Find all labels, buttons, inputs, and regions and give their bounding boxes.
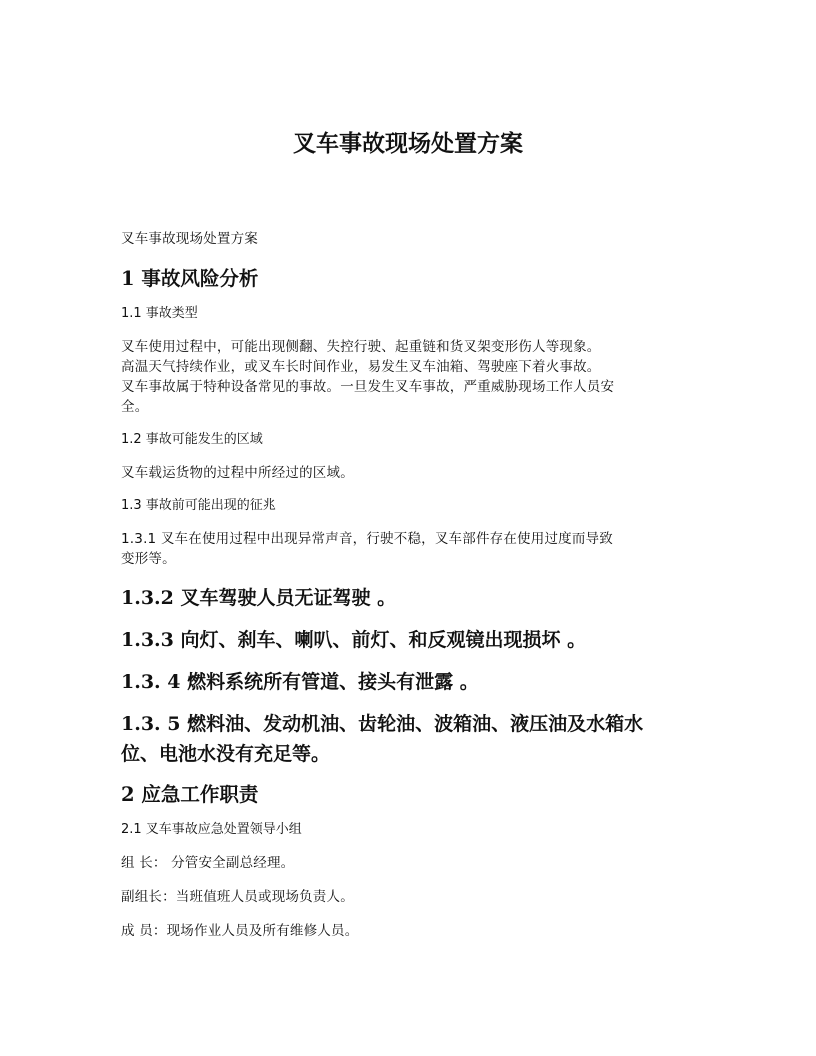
heading-line: 1.3. 5 燃料油、发动机油、齿轮油、波箱油、液压油及水箱水 <box>121 713 644 735</box>
subsection-1-1-paragraph <box>121 337 706 417</box>
paragraph-line: 全。 <box>121 399 149 415</box>
paragraph-line: 高温天气持续作业，或叉车长时间作业，易发生叉车油箱、驾驶座下着火事故。 <box>121 359 601 375</box>
section-2-heading: 2 应急工作职责 <box>121 783 259 806</box>
paragraph-line: 变形等。 <box>121 551 176 567</box>
paragraph-line: 叉车使用过程中，可能出现侧翻、失控行驶、起重链和货叉架变形伤人等现象。 <box>121 339 601 355</box>
intro-text: 叉车事故现场处置方案 <box>121 231 258 247</box>
paragraph-line: 1.3.1 叉车在使用过程中出现异常声音，行驶不稳，叉车部件存在使用过度而导致 <box>121 531 613 547</box>
subsection-1-2-text: 叉车载运货物的过程中所经过的区域。 <box>121 465 354 481</box>
subsection-1-1-heading: 1.1 事故类型 <box>121 306 198 321</box>
section-1-heading: 1 事故风险分析 <box>121 267 259 290</box>
item-1-3-1 <box>121 529 706 569</box>
paragraph-line: 叉车事故属于特种设备常见的事故。一旦发生叉车事故，严重威胁现场工作人员安 <box>121 379 615 395</box>
subsection-1-3-heading: 1.3 事故前可能出现的征兆 <box>121 498 276 513</box>
item-1-3-2: 1.3.2 叉车驾驶人员无证驾驶 。 <box>121 587 397 609</box>
item-1-3-5 <box>121 709 706 769</box>
subsection-2-1-heading: 2.1 叉车事故应急处置领导小组 <box>121 822 302 837</box>
leader-text: 组 长： 分管安全副总经理。 <box>121 855 295 871</box>
item-1-3-3: 1.3.3 向灯、刹车、喇叭、前灯、和反观镜出现损坏 。 <box>121 629 587 651</box>
item-1-3-4: 1.3. 4 燃料系统所有管道、接头有泄露 。 <box>121 671 479 693</box>
heading-line: 位、电池水没有充足等。 <box>121 743 331 765</box>
members-text: 成 员：现场作业人员及所有维修人员。 <box>121 923 359 939</box>
document-title: 叉车事故现场处置方案 <box>293 130 523 157</box>
subsection-1-2-heading: 1.2 事故可能发生的区域 <box>121 432 263 447</box>
deputy-leader-text: 副组长：当班值班人员或现场负责人。 <box>121 889 354 905</box>
document-body <box>121 229 706 955</box>
